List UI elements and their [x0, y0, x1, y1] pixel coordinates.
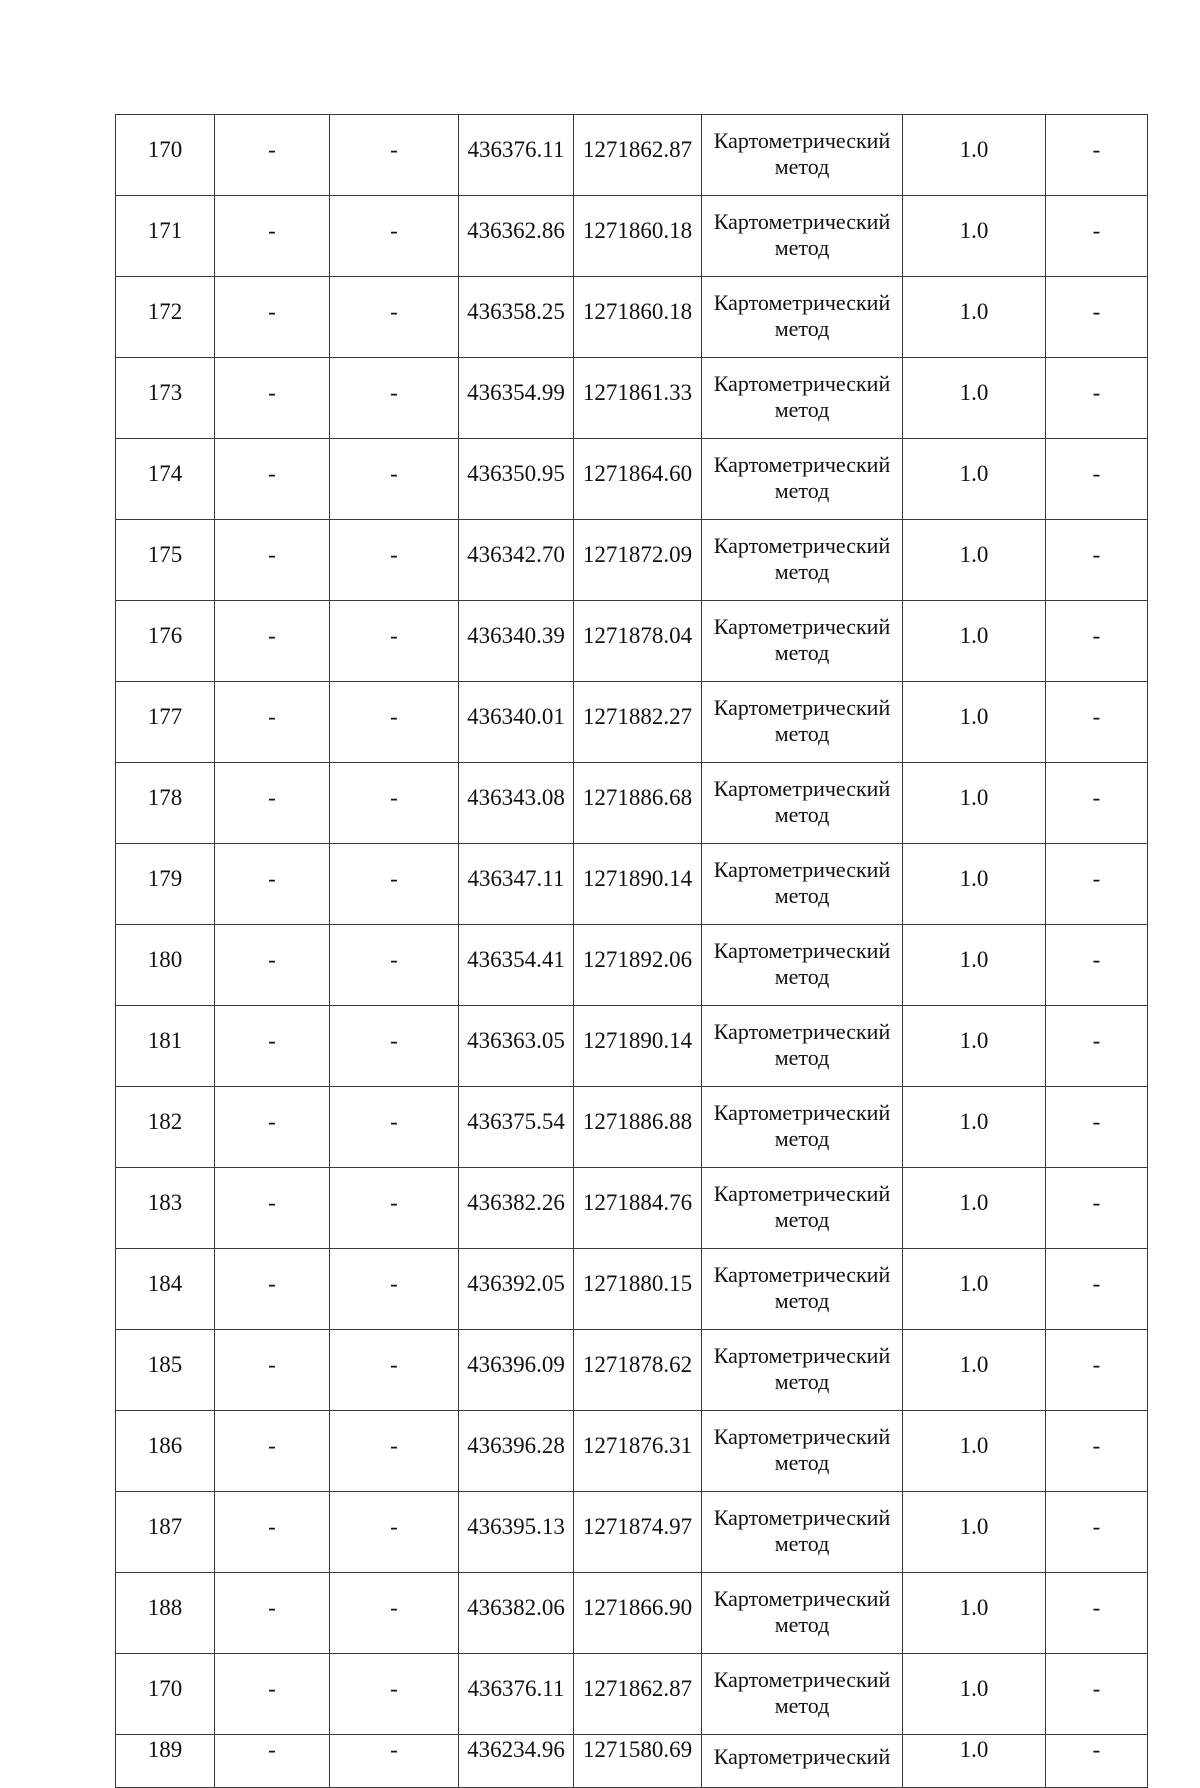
- empty-value-cell: -: [215, 1492, 330, 1573]
- table-row: [116, 1573, 1148, 1654]
- point-number-cell: 186: [116, 1411, 215, 1492]
- x-coordinate-cell: 436354.41: [459, 925, 574, 1006]
- method-line-2: метод: [774, 558, 830, 584]
- empty-value-cell: -: [1046, 277, 1148, 358]
- empty-value-cell: -: [215, 277, 330, 358]
- y-coordinate-cell: 1271874.97: [574, 1492, 702, 1573]
- method-line-1: Картометрический: [713, 451, 891, 477]
- point-number-cell: 170: [116, 115, 215, 196]
- method-line-2: метод: [774, 1044, 830, 1070]
- accuracy-cell: 1.0: [903, 1411, 1046, 1492]
- point-number-cell: 176: [116, 601, 215, 682]
- empty-value-cell: -: [215, 1249, 330, 1330]
- coordinates-table: [115, 114, 1148, 1788]
- point-number-cell: 170: [116, 1654, 215, 1735]
- x-coordinate-cell: 436342.70: [459, 520, 574, 601]
- point-number-cell: 189: [116, 1735, 215, 1788]
- empty-value-cell: -: [215, 520, 330, 601]
- x-coordinate-cell: 436376.11: [459, 1654, 574, 1735]
- empty-value-cell: -: [330, 1087, 459, 1168]
- table-row: [116, 601, 1148, 682]
- accuracy-cell: 1.0: [903, 520, 1046, 601]
- table-row: [116, 1735, 1148, 1788]
- empty-value-cell: -: [1046, 439, 1148, 520]
- y-coordinate-cell: 1271862.87: [574, 1654, 702, 1735]
- accuracy-cell: 1.0: [903, 439, 1046, 520]
- point-number-cell: 179: [116, 844, 215, 925]
- method-cell: [702, 1654, 903, 1735]
- method-line-1: Картометрический: [713, 1018, 891, 1044]
- empty-value-cell: -: [1046, 1330, 1148, 1411]
- accuracy-cell: 1.0: [903, 844, 1046, 925]
- method-line-1: Картометрический: [713, 613, 891, 639]
- point-number-cell: 187: [116, 1492, 215, 1573]
- table-row: [116, 358, 1148, 439]
- empty-value-cell: -: [330, 925, 459, 1006]
- method-line-1: Картометрический: [713, 775, 891, 801]
- empty-value-cell: -: [215, 1411, 330, 1492]
- method-cell: [702, 115, 903, 196]
- y-coordinate-cell: 1271878.04: [574, 601, 702, 682]
- empty-value-cell: -: [330, 1735, 459, 1788]
- x-coordinate-cell: 436395.13: [459, 1492, 574, 1573]
- method-line-2: метод: [774, 801, 830, 827]
- method-line-1: Картометрический: [713, 1585, 891, 1611]
- method-line-1: Картометрический: [713, 1666, 891, 1692]
- point-number-cell: 173: [116, 358, 215, 439]
- x-coordinate-cell: 436363.05: [459, 1006, 574, 1087]
- point-number-cell: 180: [116, 925, 215, 1006]
- accuracy-cell: 1.0: [903, 196, 1046, 277]
- x-coordinate-cell: 436382.26: [459, 1168, 574, 1249]
- x-coordinate-cell: 436234.96: [459, 1735, 574, 1788]
- empty-value-cell: -: [330, 682, 459, 763]
- method-line-1: Картометрический: [713, 937, 891, 963]
- empty-value-cell: -: [330, 1492, 459, 1573]
- empty-value-cell: -: [215, 682, 330, 763]
- accuracy-cell: 1.0: [903, 682, 1046, 763]
- method-cell: [702, 1006, 903, 1087]
- accuracy-cell: 1.0: [903, 601, 1046, 682]
- empty-value-cell: -: [215, 844, 330, 925]
- method-cell: [702, 1168, 903, 1249]
- x-coordinate-cell: 436375.54: [459, 1087, 574, 1168]
- x-coordinate-cell: 436376.11: [459, 115, 574, 196]
- method-line-2: метод: [774, 477, 830, 503]
- empty-value-cell: -: [215, 358, 330, 439]
- empty-value-cell: -: [330, 277, 459, 358]
- empty-value-cell: -: [1046, 925, 1148, 1006]
- y-coordinate-cell: 1271860.18: [574, 277, 702, 358]
- method-line-1: Картометрический: [713, 1099, 891, 1125]
- table-row: [116, 925, 1148, 1006]
- table-row: [116, 115, 1148, 196]
- table-row: [116, 1006, 1148, 1087]
- empty-value-cell: -: [215, 925, 330, 1006]
- method-line-2: метод: [774, 1125, 830, 1151]
- accuracy-cell: 1.0: [903, 763, 1046, 844]
- point-number-cell: 183: [116, 1168, 215, 1249]
- point-number-cell: 182: [116, 1087, 215, 1168]
- method-line-1: Картометрический: [713, 1180, 891, 1206]
- method-line-2: метод: [774, 1449, 830, 1475]
- empty-value-cell: -: [1046, 1573, 1148, 1654]
- empty-value-cell: -: [215, 1006, 330, 1087]
- method-cell: [702, 196, 903, 277]
- method-line-2: метод: [774, 1530, 830, 1556]
- method-cell: [702, 439, 903, 520]
- y-coordinate-cell: 1271892.06: [574, 925, 702, 1006]
- point-number-cell: 174: [116, 439, 215, 520]
- x-coordinate-cell: 436396.28: [459, 1411, 574, 1492]
- table-row: [116, 1249, 1148, 1330]
- empty-value-cell: -: [215, 1330, 330, 1411]
- method-line-2: метод: [774, 153, 830, 179]
- method-line-1: Картометрический: [713, 1744, 891, 1769]
- method-line-2: метод: [774, 963, 830, 989]
- accuracy-cell: 1.0: [903, 1573, 1046, 1654]
- table-row: [116, 1411, 1148, 1492]
- y-coordinate-cell: 1271861.33: [574, 358, 702, 439]
- table-row: [116, 844, 1148, 925]
- y-coordinate-cell: 1271864.60: [574, 439, 702, 520]
- y-coordinate-cell: 1271882.27: [574, 682, 702, 763]
- table-row: [116, 520, 1148, 601]
- y-coordinate-cell: 1271580.69: [574, 1735, 702, 1788]
- empty-value-cell: -: [215, 1654, 330, 1735]
- table-row: [116, 1168, 1148, 1249]
- method-line-2: метод: [774, 1206, 830, 1232]
- method-line-1: Картометрический: [713, 694, 891, 720]
- point-number-cell: 172: [116, 277, 215, 358]
- method-cell: [702, 520, 903, 601]
- method-line-2: метод: [774, 1287, 830, 1313]
- method-line-2: метод: [774, 234, 830, 260]
- method-line-1: Картометрический: [713, 856, 891, 882]
- y-coordinate-cell: 1271866.90: [574, 1573, 702, 1654]
- empty-value-cell: -: [330, 439, 459, 520]
- empty-value-cell: -: [1046, 1492, 1148, 1573]
- point-number-cell: 185: [116, 1330, 215, 1411]
- method-cell: [702, 277, 903, 358]
- table-row: [116, 1492, 1148, 1573]
- accuracy-cell: 1.0: [903, 1492, 1046, 1573]
- point-number-cell: 181: [116, 1006, 215, 1087]
- empty-value-cell: -: [330, 763, 459, 844]
- accuracy-cell: 1.0: [903, 358, 1046, 439]
- method-cell: [702, 1249, 903, 1330]
- method-line-2: метод: [774, 1692, 830, 1718]
- y-coordinate-cell: 1271886.68: [574, 763, 702, 844]
- empty-value-cell: -: [1046, 1249, 1148, 1330]
- accuracy-cell: 1.0: [903, 1330, 1046, 1411]
- method-cell: [702, 601, 903, 682]
- empty-value-cell: -: [330, 1330, 459, 1411]
- empty-value-cell: -: [215, 196, 330, 277]
- y-coordinate-cell: 1271884.76: [574, 1168, 702, 1249]
- accuracy-cell: 1.0: [903, 1087, 1046, 1168]
- empty-value-cell: -: [215, 1168, 330, 1249]
- x-coordinate-cell: 436340.39: [459, 601, 574, 682]
- empty-value-cell: -: [330, 1006, 459, 1087]
- method-cell: [702, 1411, 903, 1492]
- empty-value-cell: -: [1046, 682, 1148, 763]
- empty-value-cell: -: [215, 1087, 330, 1168]
- accuracy-cell: 1.0: [903, 1006, 1046, 1087]
- x-coordinate-cell: 436350.95: [459, 439, 574, 520]
- method-line-1: Картометрический: [713, 208, 891, 234]
- empty-value-cell: -: [1046, 844, 1148, 925]
- table-row: [116, 763, 1148, 844]
- x-coordinate-cell: 436340.01: [459, 682, 574, 763]
- y-coordinate-cell: 1271890.14: [574, 1006, 702, 1087]
- x-coordinate-cell: 436362.86: [459, 196, 574, 277]
- empty-value-cell: -: [1046, 115, 1148, 196]
- method-cell: [702, 358, 903, 439]
- method-line-1: Картометрический: [713, 1342, 891, 1368]
- empty-value-cell: -: [330, 115, 459, 196]
- empty-value-cell: -: [1046, 196, 1148, 277]
- method-cell: [702, 1492, 903, 1573]
- table-row: [116, 1087, 1148, 1168]
- table-body: [116, 115, 1148, 1788]
- empty-value-cell: -: [215, 1735, 330, 1788]
- y-coordinate-cell: 1271886.88: [574, 1087, 702, 1168]
- accuracy-cell: 1.0: [903, 277, 1046, 358]
- x-coordinate-cell: 436347.11: [459, 844, 574, 925]
- method-line-2: метод: [774, 882, 830, 908]
- empty-value-cell: -: [215, 1573, 330, 1654]
- empty-value-cell: -: [215, 601, 330, 682]
- method-line-2: метод: [774, 1611, 830, 1637]
- accuracy-cell: 1.0: [903, 115, 1046, 196]
- empty-value-cell: -: [330, 358, 459, 439]
- method-line-2: метод: [774, 396, 830, 422]
- point-number-cell: 188: [116, 1573, 215, 1654]
- accuracy-cell: 1.0: [903, 1735, 1046, 1788]
- empty-value-cell: -: [330, 844, 459, 925]
- point-number-cell: 184: [116, 1249, 215, 1330]
- x-coordinate-cell: 436392.05: [459, 1249, 574, 1330]
- empty-value-cell: -: [1046, 601, 1148, 682]
- x-coordinate-cell: 436396.09: [459, 1330, 574, 1411]
- method-line-1: Картометрический: [713, 127, 891, 153]
- method-cell: [702, 1573, 903, 1654]
- empty-value-cell: -: [330, 1573, 459, 1654]
- table-row: [116, 1654, 1148, 1735]
- point-number-cell: 171: [116, 196, 215, 277]
- method-cell: [702, 1087, 903, 1168]
- empty-value-cell: -: [330, 1249, 459, 1330]
- y-coordinate-cell: 1271880.15: [574, 1249, 702, 1330]
- empty-value-cell: -: [215, 439, 330, 520]
- x-coordinate-cell: 436358.25: [459, 277, 574, 358]
- method-cell: [702, 925, 903, 1006]
- empty-value-cell: -: [330, 520, 459, 601]
- method-line-2: метод: [774, 315, 830, 341]
- empty-value-cell: -: [1046, 520, 1148, 601]
- table-row: [116, 1330, 1148, 1411]
- method-line-1: Картометрический: [713, 1261, 891, 1287]
- table-row: [116, 277, 1148, 358]
- empty-value-cell: -: [1046, 1087, 1148, 1168]
- empty-value-cell: -: [1046, 1006, 1148, 1087]
- method-cell: [702, 682, 903, 763]
- method-line-1: Картометрический: [713, 1504, 891, 1530]
- method-cell: [702, 1735, 903, 1788]
- empty-value-cell: -: [215, 763, 330, 844]
- y-coordinate-cell: 1271872.09: [574, 520, 702, 601]
- method-line-2: метод: [774, 1368, 830, 1394]
- accuracy-cell: 1.0: [903, 1168, 1046, 1249]
- empty-value-cell: -: [1046, 1168, 1148, 1249]
- empty-value-cell: -: [1046, 763, 1148, 844]
- x-coordinate-cell: 436382.06: [459, 1573, 574, 1654]
- table-row: [116, 196, 1148, 277]
- method-cell: [702, 763, 903, 844]
- x-coordinate-cell: 436343.08: [459, 763, 574, 844]
- method-line-2: метод: [774, 720, 830, 746]
- method-line-1: Картометрический: [713, 370, 891, 396]
- table-row: [116, 682, 1148, 763]
- method-line-1: Картометрический: [713, 1423, 891, 1449]
- method-line-2: метод: [774, 639, 830, 665]
- method-cell: [702, 844, 903, 925]
- empty-value-cell: -: [215, 115, 330, 196]
- empty-value-cell: -: [330, 1168, 459, 1249]
- empty-value-cell: -: [1046, 358, 1148, 439]
- method-line-1: Картометрический: [713, 532, 891, 558]
- point-number-cell: 178: [116, 763, 215, 844]
- empty-value-cell: -: [330, 1411, 459, 1492]
- y-coordinate-cell: 1271860.18: [574, 196, 702, 277]
- accuracy-cell: 1.0: [903, 1249, 1046, 1330]
- y-coordinate-cell: 1271862.87: [574, 115, 702, 196]
- x-coordinate-cell: 436354.99: [459, 358, 574, 439]
- accuracy-cell: 1.0: [903, 925, 1046, 1006]
- empty-value-cell: -: [1046, 1735, 1148, 1788]
- empty-value-cell: -: [1046, 1411, 1148, 1492]
- method-line-1: Картометрический: [713, 289, 891, 315]
- empty-value-cell: -: [330, 196, 459, 277]
- y-coordinate-cell: 1271890.14: [574, 844, 702, 925]
- empty-value-cell: -: [1046, 1654, 1148, 1735]
- empty-value-cell: -: [330, 601, 459, 682]
- method-cell: [702, 1330, 903, 1411]
- y-coordinate-cell: 1271878.62: [574, 1330, 702, 1411]
- empty-value-cell: -: [330, 1654, 459, 1735]
- table-row: [116, 439, 1148, 520]
- point-number-cell: 177: [116, 682, 215, 763]
- y-coordinate-cell: 1271876.31: [574, 1411, 702, 1492]
- point-number-cell: 175: [116, 520, 215, 601]
- accuracy-cell: 1.0: [903, 1654, 1046, 1735]
